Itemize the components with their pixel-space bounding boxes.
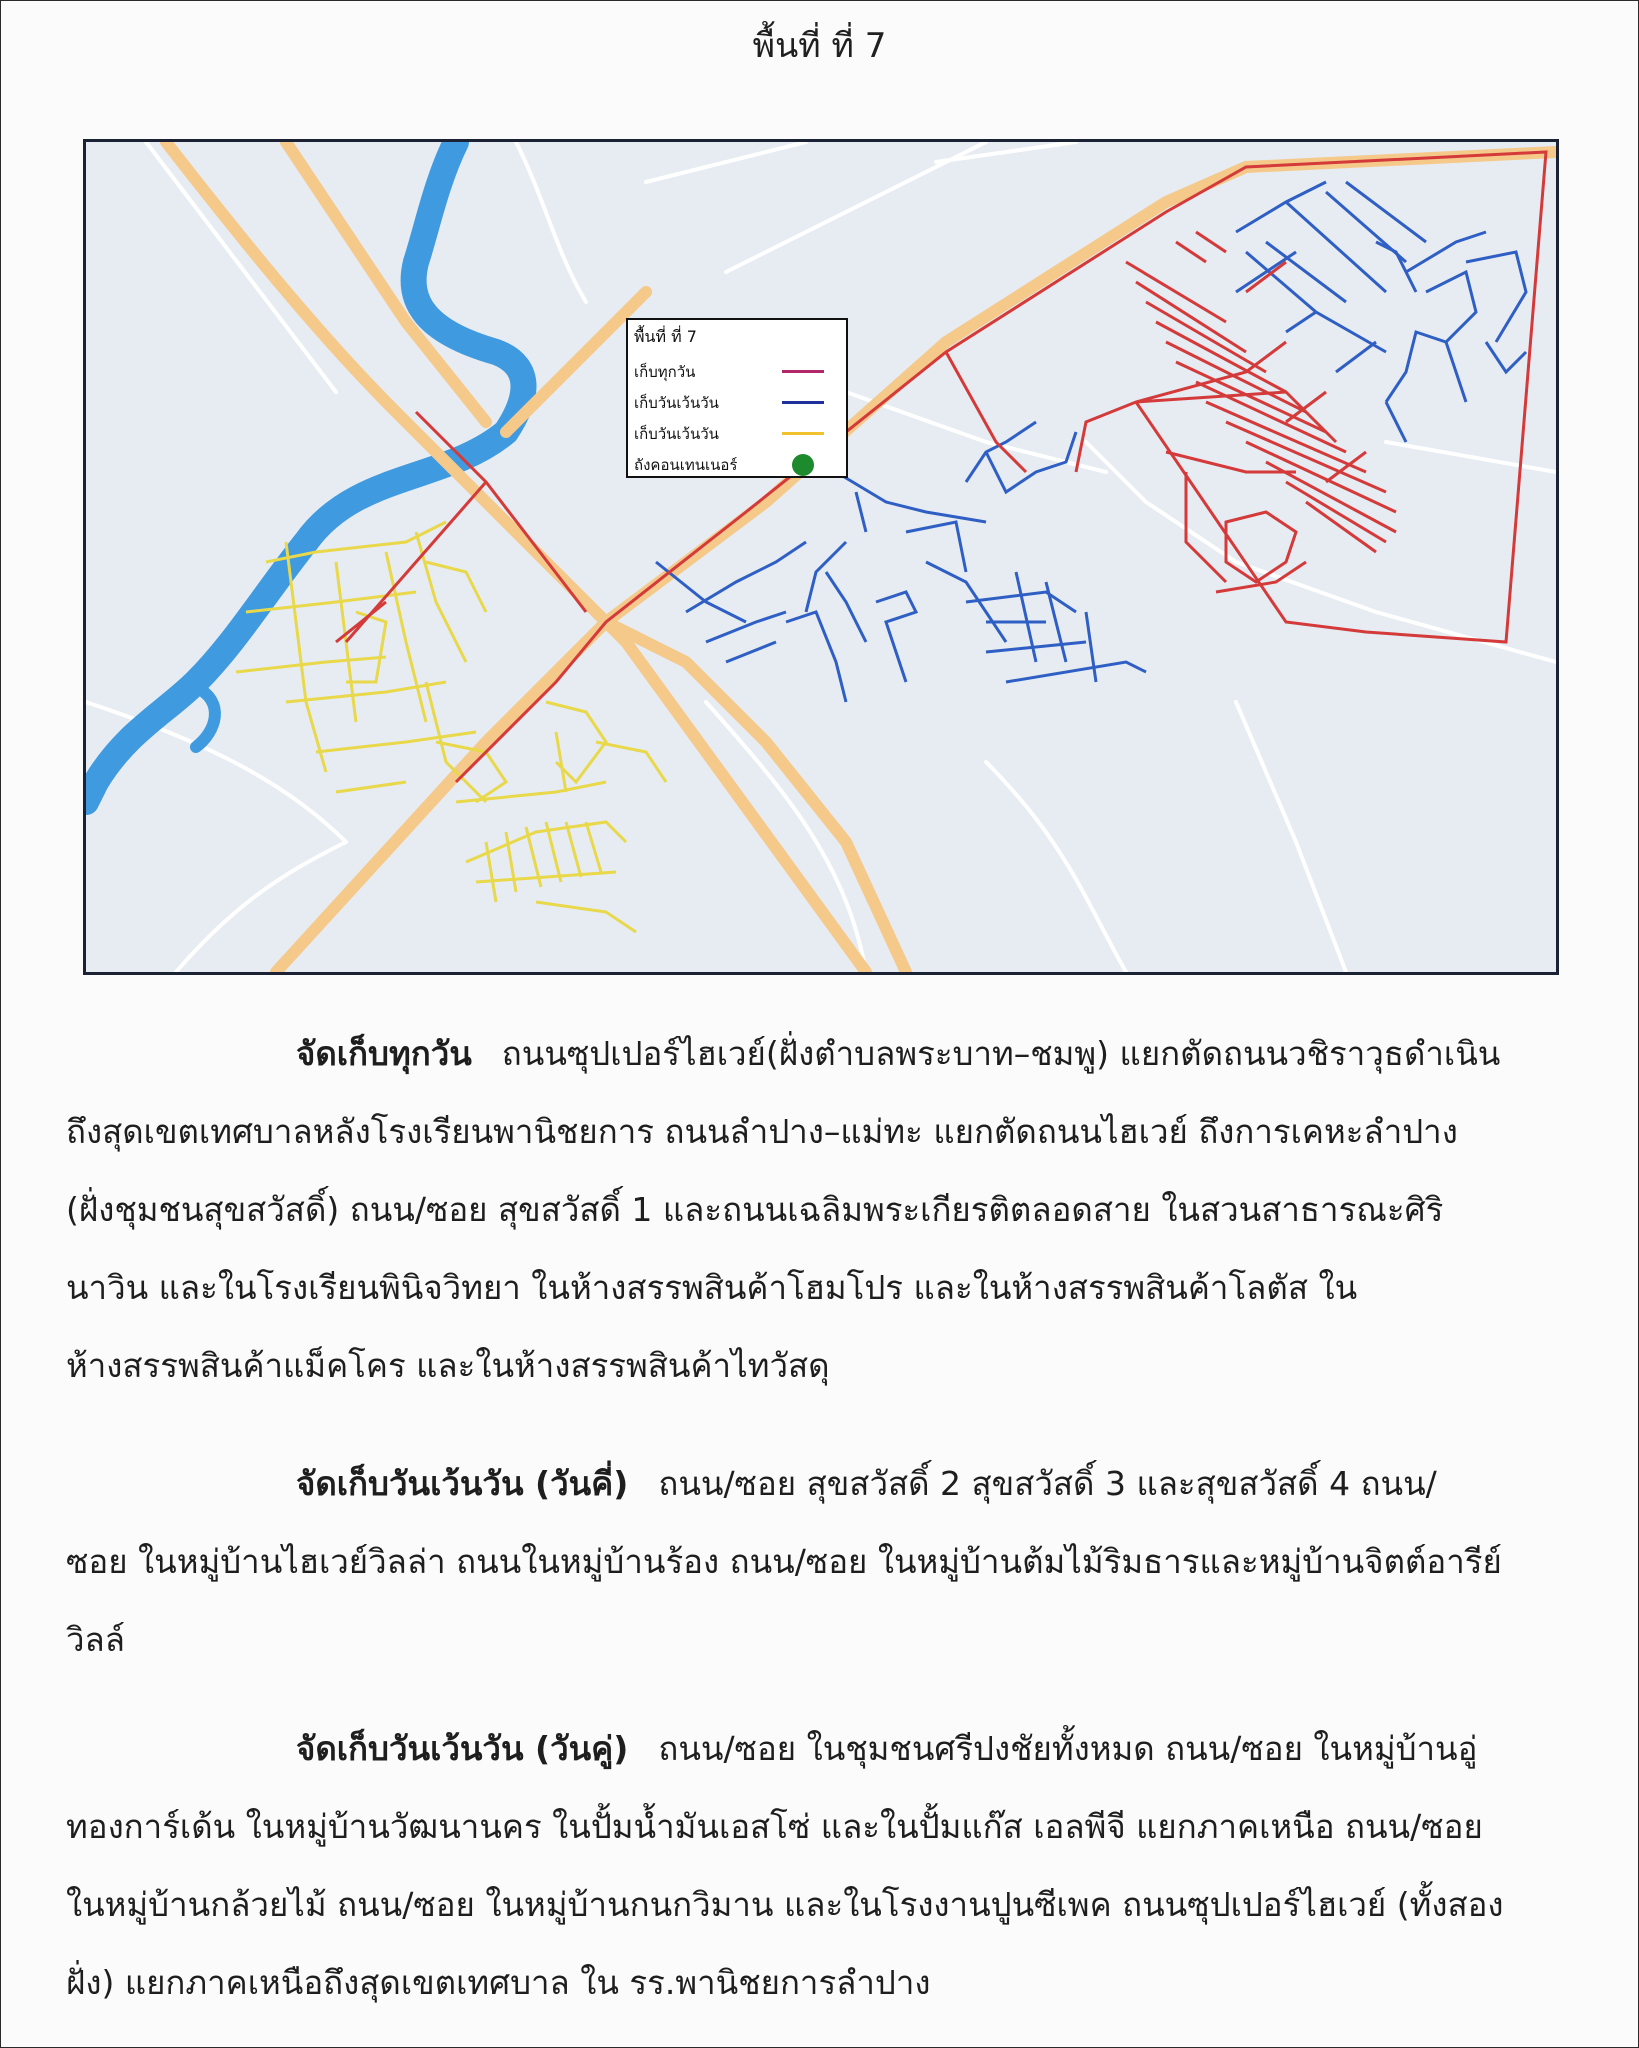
page-title: พื้นที่ ที่ 7 [752, 26, 887, 66]
map-legend [626, 318, 848, 478]
legend-title: พื้นที่ ที่ 7 [634, 327, 697, 346]
legend-item-container [634, 449, 840, 480]
section-text: ถนนซุปเปอร์ไฮเวย์(ฝั่งตำบลพระบาท–ชมพู) แยกตัดถนนวชิราวุธดำเนิน [501, 1034, 1501, 1073]
legend-line-swatch [782, 370, 824, 373]
section-line: (ฝั่งชุมชนสุขสวัสดิ์) ถนน/ซอย สุขสวัสดิ์ 1 และถนนเฉลิมพระเกียรติตลอดสาย ในสวนสาธารณะศิริ [66, 1190, 1444, 1229]
section-text: ถนน/ซอย ในชุมชนศรีปงชัยทั้งหมด ถนน/ซอย ในหมู่บ้านอู่ [658, 1729, 1478, 1768]
section-first-line [66, 1710, 1546, 1788]
legend-item-odd-day [634, 387, 840, 418]
map-canvas [86, 142, 1556, 972]
section-heading: จัดเก็บวันเว้นวัน (วันคี่) [296, 1464, 629, 1503]
legend-label: ถังคอนเทนเนอร์ [634, 455, 738, 474]
section-line: ซอย ในหมู่บ้านไฮเวย์วิลล่า ถนนในหมู่บ้านร้อง ถนน/ซอย ในหมู่บ้านต้มไม้ริมธารและหมู่บ้านจิตต์อารีย์ [66, 1542, 1502, 1581]
section-line: ในหมู่บ้านกล้วยไม้ ถนน/ซอย ในหมู่บ้านกนกวิมาน และในโรงงานปูนซีเพค ถนนซุปเปอร์ไฮเวย์ (ทั้งสอง [66, 1885, 1504, 1924]
container-dot-icon [792, 454, 814, 476]
legend-item-even-day [634, 418, 840, 449]
legend-line-swatch [782, 432, 824, 435]
legend-item-daily [634, 356, 840, 387]
section-even-day [66, 1710, 1546, 2022]
legend-label: เก็บวันเว้นวัน [634, 424, 719, 443]
legend-line-swatch [782, 401, 824, 404]
section-first-line [66, 1445, 1546, 1523]
section-line: ห้างสรรพสินค้าแม็คโคร และในห้างสรรพสินค้าไทวัสดุ [66, 1346, 830, 1385]
section-line: ถึงสุดเขตเทศบาลหลังโรงเรียนพานิชยการ ถนนลำปาง–แม่ทะ แยกตัดถนนไฮเวย์ ถึงการเคหะลำปาง [66, 1112, 1458, 1151]
section-line: นาวิน และในโรงเรียนพินิจวิทยา ในห้างสรรพสินค้าโฮมโปร และในห้างสรรพสินค้าโลตัส ใน [66, 1268, 1358, 1307]
section-odd-day [66, 1445, 1546, 1679]
section-text: ถนน/ซอย สุขสวัสดิ์ 2 สุขสวัสดิ์ 3 และสุขสวัสดิ์ 4 ถนน/ [658, 1464, 1437, 1503]
section-line: ฝั่ง) แยกภาคเหนือถึงสุดเขตเทศบาล ใน รร.พานิชยการลำปาง [66, 1963, 931, 2002]
legend-label: เก็บทุกวัน [634, 362, 696, 381]
section-daily [66, 1015, 1546, 1405]
map[interactable] [83, 139, 1559, 975]
section-heading: จัดเก็บทุกวัน [296, 1034, 472, 1073]
section-first-line [66, 1015, 1546, 1093]
legend-label: เก็บวันเว้นวัน [634, 393, 719, 412]
section-heading: จัดเก็บวันเว้นวัน (วันคู่) [296, 1729, 629, 1768]
section-line: ทองการ์เด้น ในหมู่บ้านวัฒนานคร ในปั้มน้ำมันเอสโซ่ และในปั้มแก๊ส เอลพีจี แยกภาคเหนือ ถนน/ซอย [66, 1807, 1483, 1846]
section-line: วิลล์ [66, 1620, 125, 1659]
